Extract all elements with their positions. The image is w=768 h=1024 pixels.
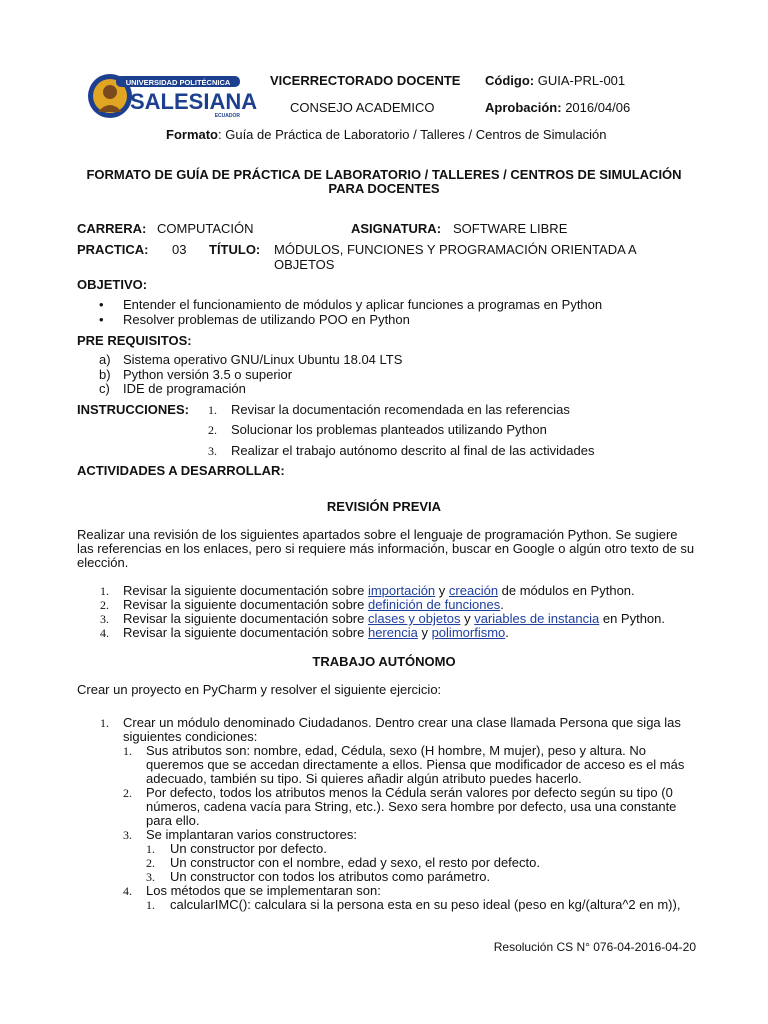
list-marker: 1.: [100, 716, 109, 730]
constructor-item: Un constructor por defecto.: [170, 841, 327, 856]
formato-line: [166, 127, 607, 142]
university-logo: [86, 72, 258, 120]
revision-paragraph-line: las referencias en los enlaces, pero si requiere más información, buscar en Google o algún otro texto de su: [77, 541, 695, 556]
doc-title-line1: FORMATO DE GUÍA DE PRÁCTICA DE LABORATORIO / TALLERES / CENTROS DE SIMULACIÓN: [86, 167, 682, 182]
instrucciones-label: INSTRUCCIONES:: [77, 402, 189, 417]
prerequisitos-label: PRE REQUISITOS:: [77, 333, 192, 348]
titulo-line1: MÓDULOS, FUNCIONES Y PROGRAMACIÓN ORIENTADA A: [274, 242, 637, 257]
prerequisito-item: Sistema operativo GNU/Linux Ubuntu 18.04 LTS: [123, 352, 403, 367]
link-creacion[interactable]: creación: [448, 583, 499, 598]
list-marker: 1.: [123, 744, 132, 758]
prerequisito-item: IDE de programación: [123, 381, 246, 396]
bullet-marker: •: [99, 297, 104, 312]
carrera-value: COMPUTACIÓN: [157, 221, 254, 236]
revision-heading: REVISIÓN PREVIA: [326, 499, 442, 514]
sub2-line: para ello.: [146, 813, 200, 828]
asignatura-label: ASIGNATURA:: [351, 221, 442, 236]
revision-item-2: Revisar la siguiente documentación sobre definición de funciones.: [123, 597, 504, 612]
revision-paragraph-line: Realizar una revisión de los siguientes apartados sobre el lenguaje de programación Python. Se sugiere: [77, 527, 678, 542]
link-polimorfismo[interactable]: polimorfismo: [431, 625, 506, 640]
carrera-label: CARRERA:: [77, 221, 147, 236]
sub1-line: Sus atributos son: nombre, edad, Cédula, sexo (H hombre, M mujer), peso y altura. No: [146, 743, 647, 758]
constructor-item: Un constructor con el nombre, edad y sexo, el resto por defecto.: [170, 855, 540, 870]
list-marker: 3.: [123, 828, 132, 842]
list-marker: 2.: [208, 423, 217, 437]
prerequisito-item: Python versión 3.5 o superior: [123, 367, 293, 382]
trabajo-item-line: siguientes condiciones:: [123, 729, 258, 744]
sub2-line: números, cadena vacía para String, etc.). Sexo sera hombre por defecto, usa una constante: [146, 799, 677, 814]
codigo-label: Código:: [485, 73, 535, 88]
formato-value: : Guía de Práctica de Laboratorio / Talleres / Centros de Simulación: [218, 127, 607, 142]
logo-top-text: UNIVERSIDAD POLITÉCNICA: [125, 78, 231, 87]
instruccion-item: Solucionar los problemas planteados utilizando Python: [231, 422, 547, 437]
list-marker: 3.: [100, 612, 109, 626]
instruccion-item: Realizar el trabajo autónomo descrito al final de las actividades: [231, 443, 595, 458]
doc-title-line2: PARA DOCENTES: [328, 181, 440, 196]
practica-label: PRACTICA:: [77, 242, 149, 257]
asignatura-value: SOFTWARE LIBRE: [453, 221, 568, 236]
link-variables-instancia[interactable]: variables de instancia: [474, 611, 600, 626]
titulo-label: TÍTULO:: [209, 242, 261, 257]
constructor-item: Un constructor con todos los atributos como parámetro.: [170, 869, 491, 884]
list-marker: 4.: [100, 626, 109, 640]
revision-paragraph-line: elección.: [77, 555, 129, 570]
metodo-item: calcularIMC(): calculara si la persona esta en su peso ideal (peso en kg/(altura^2 en m)),: [170, 897, 681, 912]
list-marker: 3.: [146, 870, 155, 884]
vicerrectorado-label: VICERRECTORADO DOCENTE: [270, 73, 461, 88]
list-marker: 4.: [123, 884, 132, 898]
consejo-label: CONSEJO ACADEMICO: [290, 100, 435, 115]
list-marker: 2.: [146, 856, 155, 870]
link-definicion-funciones[interactable]: definición de funciones: [367, 597, 501, 612]
objetivo-label: OBJETIVO:: [77, 277, 148, 292]
list-marker: b): [99, 367, 111, 382]
revision-item-4: Revisar la siguiente documentación sobre herencia y polimorfismo.: [123, 625, 509, 640]
link-clases-objetos[interactable]: clases y objetos: [367, 611, 461, 626]
practica-value: 03: [172, 242, 187, 257]
list-marker: 1.: [208, 403, 217, 417]
trabajo-intro: Crear un proyecto en PyCharm y resolver el siguiente ejercicio:: [77, 682, 442, 697]
list-marker: 2.: [123, 786, 132, 800]
aprobacion-value: 2016/04/06: [565, 100, 631, 115]
logo-sub-text: ECUADOR: [214, 113, 240, 119]
list-marker: c): [99, 381, 110, 396]
bullet-marker: •: [99, 312, 104, 327]
actividades-label: ACTIVIDADES A DESARROLLAR:: [77, 463, 285, 478]
aprobacion: [485, 100, 630, 115]
sub1-line: adecuado, también su tipo. Si quieres añadir algún atributo puedes hacerlo.: [146, 771, 582, 786]
link-importacion[interactable]: importación: [367, 583, 436, 598]
sub4-line: Los métodos que se implementaran son:: [146, 883, 381, 898]
objetivo-item: Resolver problemas de utilizando POO en Python: [123, 312, 410, 327]
instruccion-item: Revisar la documentación recomendada en las referencias: [231, 402, 570, 417]
list-marker: 2.: [100, 598, 109, 612]
footer-resolucion: Resolución CS N° 076-04-2016-04-20: [493, 940, 696, 954]
list-marker: 3.: [208, 444, 217, 458]
aprobacion-label: Aprobación:: [485, 100, 562, 115]
link-herencia[interactable]: herencia: [367, 625, 418, 640]
codigo: [485, 73, 625, 88]
list-marker: 1.: [146, 842, 155, 856]
revision-item-3: Revisar la siguiente documentación sobre clases y objetos y variables de instancia en Python.: [123, 611, 666, 626]
trabajo-item-line: Crear un módulo denominado Ciudadanos. Dentro crear una clase llamada Persona que siga las: [123, 715, 681, 730]
sub3-line: Se implantaran varios constructores:: [146, 827, 357, 842]
revision-item-1: Revisar la siguiente documentación sobre importación y creación de módulos en Python.: [123, 583, 635, 598]
formato-label: Formato: [166, 127, 218, 142]
codigo-value: GUIA-PRL-001: [537, 73, 626, 88]
list-marker: 1.: [100, 584, 109, 598]
titulo-line2: OBJETOS: [274, 257, 335, 272]
list-marker: 1.: [146, 898, 155, 912]
objetivo-item: Entender el funcionamiento de módulos y aplicar funciones a programas en Python: [123, 297, 603, 312]
logo-main-text: SALESIANA: [130, 89, 258, 114]
trabajo-heading: TRABAJO AUTÓNOMO: [312, 654, 456, 669]
list-marker: a): [99, 352, 111, 367]
sub2-line: Por defecto, todos los atributos menos la Cédula serán valores por defecto según su tipo (0: [146, 785, 673, 800]
sub1-line: queremos que se accedan directamente a ellos. Piensa que modificador de acceso es el más: [146, 757, 685, 772]
